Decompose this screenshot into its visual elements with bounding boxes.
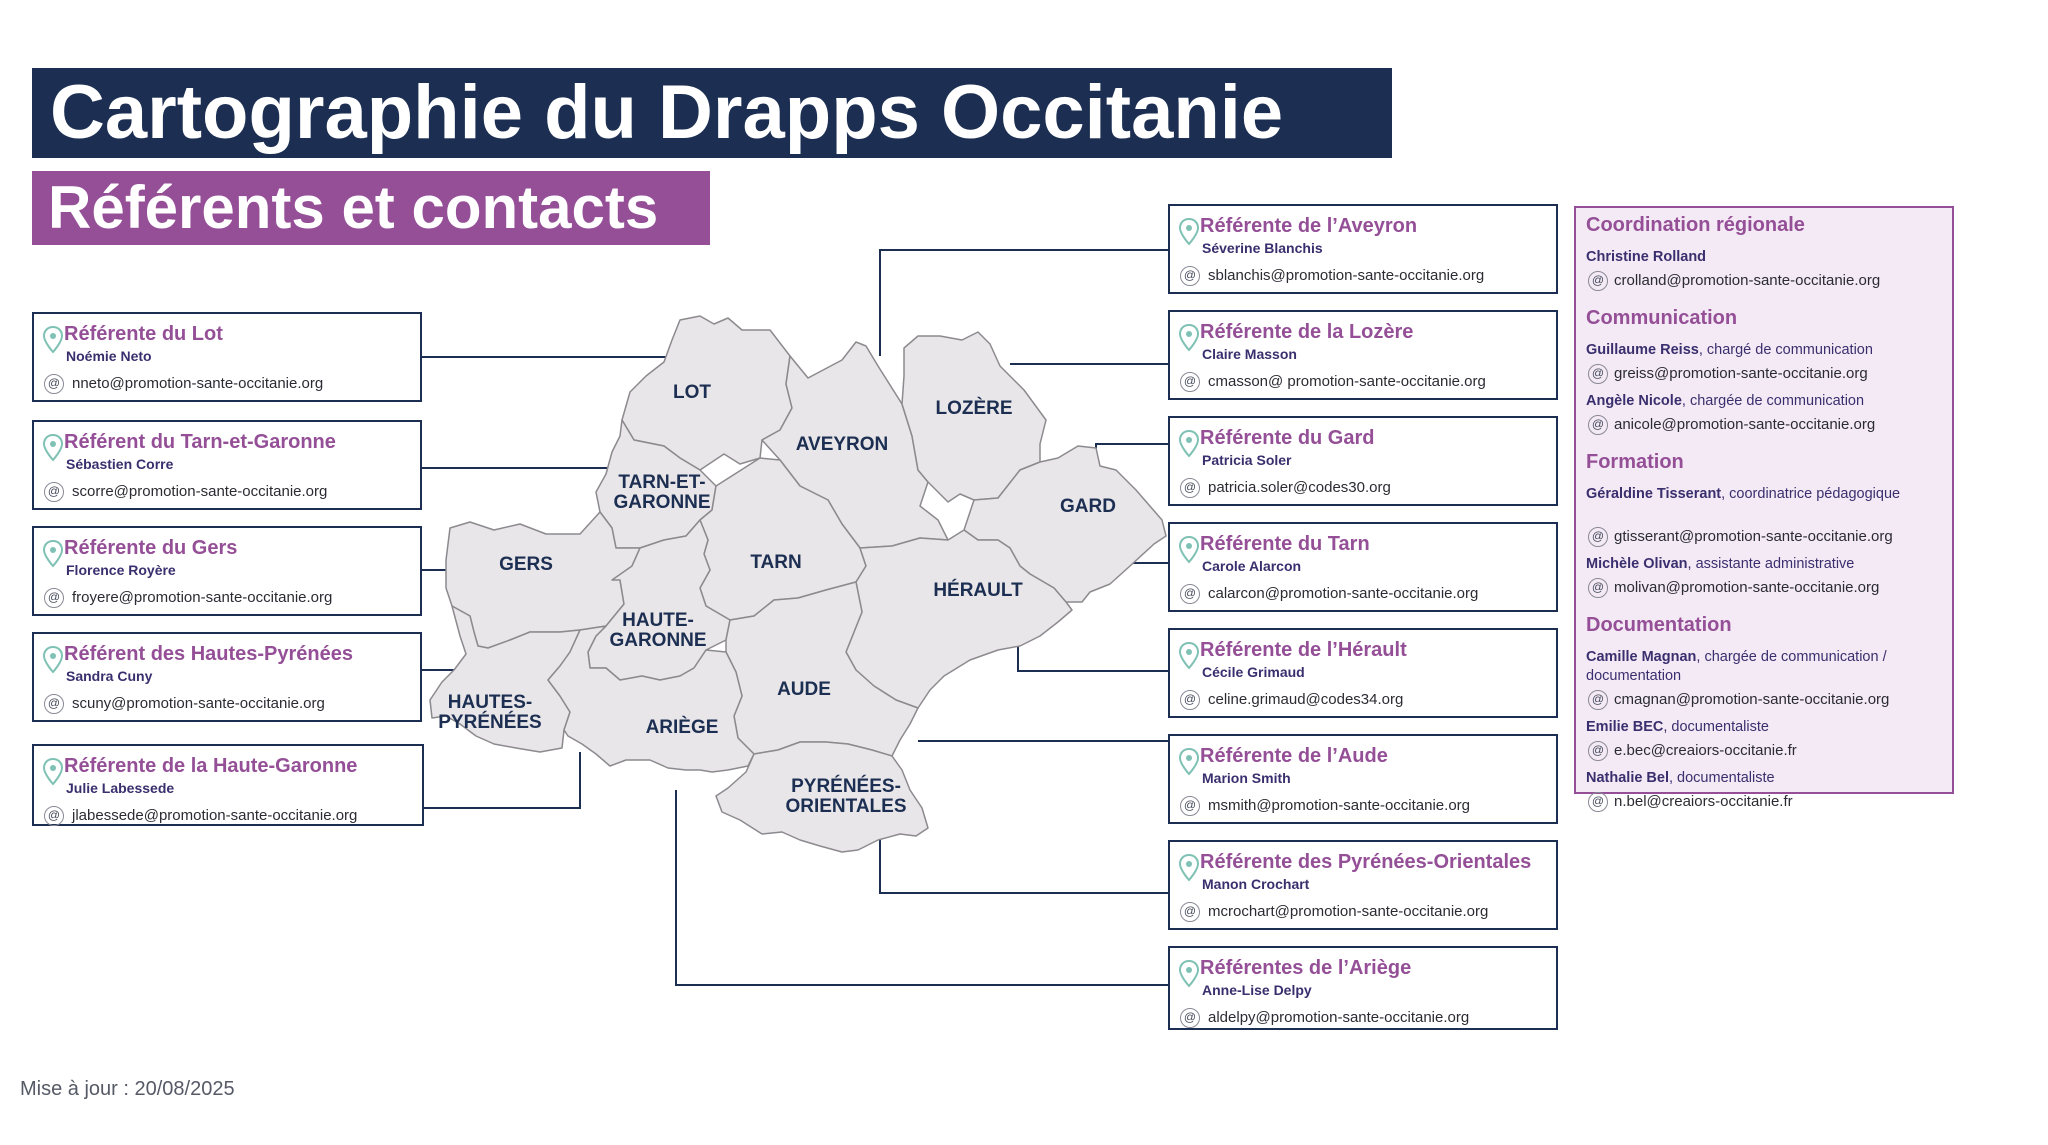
email-icon: @ xyxy=(1588,792,1608,812)
email-icon: @ xyxy=(1588,578,1608,598)
email-icon: @ xyxy=(1588,527,1608,547)
coordination-email[interactable]: greiss@promotion-sante-occitanie.org xyxy=(1614,365,1868,382)
department-label: ARIÈGE xyxy=(645,717,719,738)
coordination-person xyxy=(1586,555,1948,574)
email-icon: @ xyxy=(44,588,64,608)
referent-card xyxy=(1168,204,1558,294)
email-icon: @ xyxy=(44,482,64,502)
coordination-email[interactable]: n.bel@creaiors-occitanie.fr xyxy=(1614,793,1793,810)
email-icon: @ xyxy=(1180,372,1200,392)
department-label: GARD xyxy=(1060,496,1116,517)
coordination-panel xyxy=(1574,206,1954,810)
referent-name: Sébastien Corre xyxy=(66,456,174,472)
person-name: Michèle Olivan xyxy=(1586,556,1688,572)
location-pin-icon xyxy=(42,540,64,568)
referent-email[interactable]: scorre@promotion-sante-occitanie.org xyxy=(72,483,328,500)
referent-card xyxy=(1168,840,1558,930)
referent-title: Référente de la Lozère xyxy=(1200,321,1414,343)
person-name: Angèle Nicole xyxy=(1586,393,1682,409)
email-icon: @ xyxy=(1180,478,1200,498)
referent-card xyxy=(1168,628,1558,718)
referent-email[interactable]: aldelpy@promotion-sante-occitanie.org xyxy=(1208,1009,1470,1026)
person-role: , chargée de communication / documentation xyxy=(1586,649,1887,684)
email-icon: @ xyxy=(1180,584,1200,604)
referent-title: Référente du Tarn xyxy=(1200,533,1370,555)
person-name: Guillaume Reiss xyxy=(1586,342,1699,358)
person-role: , chargée de communication xyxy=(1681,393,1865,409)
location-pin-icon xyxy=(1178,430,1200,458)
referent-name: Marion Smith xyxy=(1202,770,1291,786)
location-pin-icon xyxy=(42,646,64,674)
department-label: LOZÈRE xyxy=(935,398,1013,419)
person-role: , chargé de communication xyxy=(1698,342,1873,358)
person-name: Emilie BEC xyxy=(1586,719,1664,735)
referent-card xyxy=(1168,416,1558,506)
location-pin-icon xyxy=(42,326,64,354)
location-pin-icon xyxy=(1178,324,1200,352)
department-label: AUDE xyxy=(777,679,831,700)
referent-title: Référente de l’Hérault xyxy=(1200,639,1407,661)
coordination-email[interactable]: molivan@promotion-sante-occitanie.org xyxy=(1614,579,1880,596)
referent-card xyxy=(1168,734,1558,824)
coordination-person xyxy=(1586,485,1948,504)
email-icon: @ xyxy=(1588,364,1608,384)
referent-name: Manon Crochart xyxy=(1202,876,1310,892)
referent-title: Référente de l’Aude xyxy=(1200,745,1388,767)
email-icon: @ xyxy=(1588,741,1608,761)
coordination-section-title: Documentation xyxy=(1586,614,1732,636)
person-name: Christine Rolland xyxy=(1586,249,1707,265)
coordination-email[interactable]: cmagnan@promotion-sante-occitanie.org xyxy=(1614,691,1890,708)
referent-card xyxy=(32,744,424,826)
referent-email[interactable]: patricia.soler@codes30.org xyxy=(1208,479,1391,496)
email-icon: @ xyxy=(1180,1008,1200,1028)
email-icon: @ xyxy=(44,806,64,826)
person-role: , documentaliste xyxy=(1669,770,1775,786)
referent-card xyxy=(32,632,422,722)
referent-email[interactable]: nneto@promotion-sante-occitanie.org xyxy=(72,375,324,392)
location-pin-icon xyxy=(1178,536,1200,564)
page-subtitle: Référents et contacts xyxy=(48,174,659,241)
referent-title: Référente des Pyrénées-Orientales xyxy=(1200,851,1532,873)
location-pin-icon xyxy=(1178,960,1200,988)
coordination-person xyxy=(1586,718,1948,737)
department-label: HAUTE-GARONNE xyxy=(609,610,707,651)
referent-email[interactable]: jlabessede@promotion-sante-occitanie.org xyxy=(72,807,358,824)
email-icon: @ xyxy=(1180,266,1200,286)
referent-name: Claire Masson xyxy=(1202,346,1297,362)
person-name: Nathalie Bel xyxy=(1586,770,1669,786)
department-label: AVEYRON xyxy=(795,434,889,455)
email-icon: @ xyxy=(44,374,64,394)
coordination-email[interactable]: crolland@promotion-sante-occitanie.org xyxy=(1614,272,1881,289)
email-icon: @ xyxy=(1180,902,1200,922)
department-label: HAUTES-PYRÉNÉES xyxy=(438,692,542,733)
referent-email[interactable]: celine.grimaud@codes34.org xyxy=(1208,691,1404,708)
coordination-person xyxy=(1586,769,1948,788)
department-label: PYRÉNÉES-ORIENTALES xyxy=(785,776,907,817)
location-pin-icon xyxy=(42,434,64,462)
email-icon: @ xyxy=(1588,690,1608,710)
referent-title: Référente du Gard xyxy=(1200,427,1375,449)
email-icon: @ xyxy=(1588,271,1608,291)
referent-name: Séverine Blanchis xyxy=(1202,240,1323,256)
referent-email[interactable]: msmith@promotion-sante-occitanie.org xyxy=(1208,797,1470,814)
coordination-person xyxy=(1586,392,1948,411)
referent-email[interactable]: calarcon@promotion-sante-occitanie.org xyxy=(1208,585,1479,602)
department-label: HÉRAULT xyxy=(933,580,1023,601)
referent-name: Florence Royère xyxy=(66,562,176,578)
referent-name: Noémie Neto xyxy=(66,348,152,364)
person-role: , coordinatrice pédagogique xyxy=(1721,486,1901,502)
department-label: LOT xyxy=(673,382,711,403)
page-title: Cartographie du Drapps Occitanie xyxy=(50,70,1284,155)
referent-email[interactable]: scuny@promotion-sante-occitanie.org xyxy=(72,695,325,712)
referent-email[interactable]: sblanchis@promotion-sante-occitanie.org xyxy=(1208,267,1485,284)
referent-name: Carole Alarcon xyxy=(1202,558,1302,574)
referent-title: Référent des Hautes-Pyrénées xyxy=(64,643,354,665)
referent-title: Référente du Lot xyxy=(64,323,223,345)
referent-card xyxy=(32,526,422,616)
connector-line xyxy=(1096,444,1168,460)
update-date: Mise à jour : 20/08/2025 xyxy=(20,1078,235,1100)
referent-card xyxy=(32,312,422,402)
location-pin-icon xyxy=(1178,748,1200,776)
location-pin-icon xyxy=(1178,854,1200,882)
email-icon: @ xyxy=(1588,415,1608,435)
referent-name: Patricia Soler xyxy=(1202,452,1292,468)
referent-name: Anne-Lise Delpy xyxy=(1202,982,1312,998)
location-pin-icon xyxy=(42,758,64,786)
referent-name: Cécile Grimaud xyxy=(1202,664,1305,680)
email-icon: @ xyxy=(1180,796,1200,816)
referent-email[interactable]: froyere@promotion-sante-occitanie.org xyxy=(72,589,333,606)
connector-line xyxy=(424,752,580,808)
person-role: , documentaliste xyxy=(1663,719,1769,735)
coordination-section-title: Communication xyxy=(1586,307,1738,329)
referent-card xyxy=(1168,522,1558,612)
coordination-person xyxy=(1586,341,1948,360)
coordination-person xyxy=(1586,248,1948,267)
person-name: Camille Magnan xyxy=(1586,649,1697,665)
connector-line xyxy=(880,836,1168,893)
referent-title: Référente de la Haute-Garonne xyxy=(64,755,358,777)
referent-title: Référente de l’Aveyron xyxy=(1200,215,1418,237)
person-role: , assistante administrative xyxy=(1687,556,1855,572)
location-pin-icon xyxy=(1178,218,1200,246)
coordination-email[interactable]: anicole@promotion-sante-occitanie.org xyxy=(1614,416,1876,433)
location-pin-icon xyxy=(1178,642,1200,670)
referent-title: Référente du Gers xyxy=(64,537,238,559)
coordination-person xyxy=(1586,648,1948,686)
department-label: TARN xyxy=(750,552,802,573)
department-label: TARN-ET-GARONNE xyxy=(613,472,711,513)
coordination-section-title: Formation xyxy=(1586,451,1684,473)
referent-title: Référent du Tarn-et-Garonne xyxy=(64,431,336,453)
email-icon: @ xyxy=(44,694,64,714)
referent-name: Sandra Cuny xyxy=(66,668,153,684)
coordination-section-title: Coordination régionale xyxy=(1586,214,1805,236)
referent-title: Référentes de l’Ariège xyxy=(1200,957,1412,979)
department-label: GERS xyxy=(499,554,553,575)
coordination-email[interactable]: gtisserant@promotion-sante-occitanie.org xyxy=(1614,528,1893,545)
email-icon: @ xyxy=(1180,690,1200,710)
referent-name: Julie Labessede xyxy=(66,780,175,796)
coordination-email[interactable]: e.bec@creaiors-occitanie.fr xyxy=(1614,742,1797,759)
referent-card xyxy=(1168,310,1558,400)
referent-card xyxy=(32,420,422,510)
referent-email[interactable]: mcrochart@promotion-sante-occitanie.org xyxy=(1208,903,1489,920)
person-name: Géraldine Tisserant xyxy=(1586,486,1722,502)
referent-email[interactable]: cmasson@ promotion-sante-occitanie.org xyxy=(1208,373,1486,390)
referent-card xyxy=(1168,946,1558,1030)
